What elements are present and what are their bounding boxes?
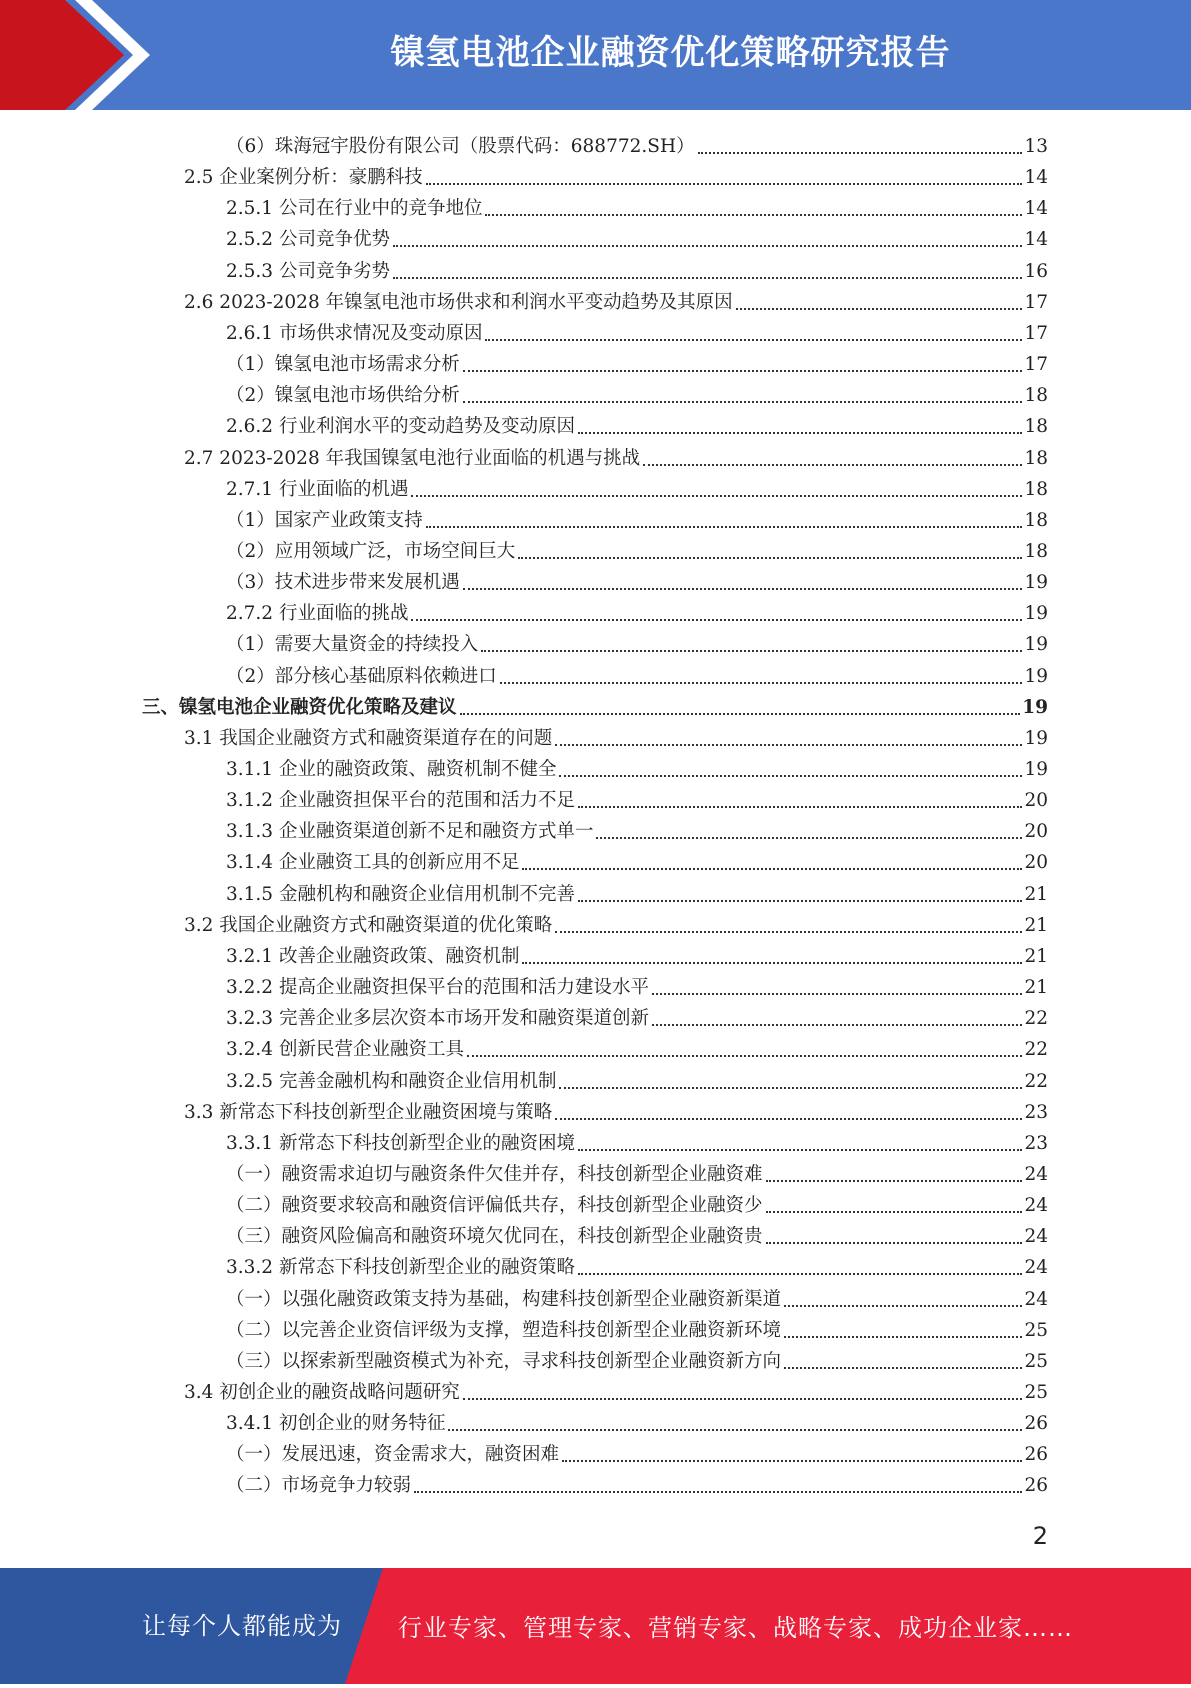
toc-entry-title: （一）融资需求迫切与融资条件欠佳并存，科技创新型企业融资难 bbox=[226, 1163, 763, 1185]
page-number: 2 bbox=[1032, 1522, 1048, 1550]
toc-dot-leader bbox=[522, 868, 1022, 870]
toc-entry-page-number: 18 bbox=[1024, 540, 1048, 562]
toc-entry-page-number: 22 bbox=[1024, 1070, 1048, 1092]
toc-entry[interactable] bbox=[226, 502, 1048, 533]
document-title: 镍氢电池企业融资优化策略研究报告 bbox=[390, 33, 951, 73]
footer-slogan-right: 行业专家、管理专家、营销专家、战略专家、成功企业家…… bbox=[398, 1614, 1073, 1642]
toc-entry[interactable] bbox=[226, 844, 1048, 875]
toc-entry-title: 2.7 2023-2028 年我国镍氢电池行业面临的机遇与挑战 bbox=[184, 447, 641, 469]
toc-dot-leader bbox=[559, 775, 1022, 777]
toc-entry[interactable] bbox=[184, 440, 1048, 471]
toc-entry-page-number: 24 bbox=[1024, 1195, 1048, 1217]
toc-entry[interactable] bbox=[226, 1343, 1048, 1374]
toc-entry-page-number: 19 bbox=[1022, 696, 1048, 718]
toc-dot-leader bbox=[518, 557, 1022, 559]
toc-entry-page-number: 19 bbox=[1024, 727, 1048, 749]
toc-entry-page-number: 26 bbox=[1024, 1413, 1048, 1435]
toc-dot-leader bbox=[578, 806, 1022, 808]
toc-dot-leader bbox=[460, 713, 1021, 715]
toc-entry[interactable] bbox=[226, 1312, 1048, 1343]
page-header bbox=[0, 0, 1191, 110]
toc-entry[interactable] bbox=[226, 751, 1048, 782]
toc-entry-page-number: 24 bbox=[1024, 1288, 1048, 1310]
toc-dot-leader bbox=[578, 432, 1022, 434]
toc-entry[interactable] bbox=[184, 1094, 1048, 1125]
toc-entry-page-number: 13 bbox=[1024, 136, 1048, 157]
toc-dot-leader bbox=[426, 183, 1023, 185]
toc-dot-leader bbox=[485, 339, 1022, 341]
toc-entry-page-number: 18 bbox=[1024, 416, 1048, 438]
toc-entry-title: 3.1.2 企业融资担保平台的范围和活力不足 bbox=[226, 790, 575, 812]
toc-entry[interactable] bbox=[226, 128, 1048, 159]
toc-entry[interactable] bbox=[226, 1000, 1048, 1031]
toc-entry[interactable] bbox=[226, 346, 1048, 377]
toc-dot-leader bbox=[411, 619, 1022, 621]
toc-entry-title: （1）国家产业政策支持 bbox=[226, 509, 423, 531]
toc-entry-title: 2.5.2 公司竞争优势 bbox=[226, 229, 390, 251]
toc-entry-title: 3.1.1 企业的融资政策、融资机制不健全 bbox=[226, 759, 557, 780]
toc-dot-leader bbox=[555, 931, 1022, 933]
toc-entry-page-number: 21 bbox=[1024, 883, 1048, 905]
toc-entry-title: 3.1.3 企业融资渠道创新不足和融资方式单一 bbox=[226, 821, 594, 843]
toc-entry-page-number: 20 bbox=[1024, 821, 1048, 843]
toc-dot-leader bbox=[784, 1305, 1022, 1307]
toc-dot-leader bbox=[766, 1211, 1023, 1213]
toc-entry-title: 2.5.1 公司在行业中的竞争地位 bbox=[226, 198, 483, 220]
toc-dot-leader bbox=[426, 526, 1023, 528]
toc-entry-page-number: 14 bbox=[1024, 198, 1048, 220]
toc-entry[interactable] bbox=[226, 876, 1048, 907]
toc-entry[interactable] bbox=[226, 1187, 1048, 1218]
toc-entry-page-number: 19 bbox=[1024, 665, 1048, 687]
toc-dot-leader bbox=[652, 993, 1022, 995]
toc-entry-title: 3.2.4 创新民营企业融资工具 bbox=[226, 1039, 464, 1061]
toc-entry-title: （一）发展迅速，资金需求大，融资困难 bbox=[226, 1444, 560, 1466]
toc-entry[interactable] bbox=[226, 1281, 1048, 1312]
toc-entry[interactable] bbox=[226, 533, 1048, 564]
toc-entry-page-number: 17 bbox=[1024, 322, 1048, 344]
toc-entry-title: 3.4.1 初创企业的财务特征 bbox=[226, 1413, 446, 1435]
toc-entry-title: 3.3.1 新常态下科技创新型企业的融资困境 bbox=[226, 1132, 575, 1154]
toc-entry-title: 3.1.4 企业融资工具的创新应用不足 bbox=[226, 852, 520, 874]
toc-entry-page-number: 25 bbox=[1024, 1382, 1048, 1403]
toc-dot-leader bbox=[393, 245, 1022, 247]
toc-entry-title: （1）镍氢电池市场需求分析 bbox=[226, 354, 460, 376]
toc-entry-page-number: 17 bbox=[1024, 354, 1048, 376]
toc-entry-title: 2.6.1 市场供求情况及变动原因 bbox=[226, 322, 483, 344]
toc-dot-leader bbox=[448, 1429, 1022, 1431]
toc-entry-page-number: 17 bbox=[1024, 291, 1048, 313]
toc-entry[interactable] bbox=[184, 1374, 1048, 1405]
toc-dot-leader bbox=[463, 1398, 1023, 1400]
toc-dot-leader bbox=[393, 277, 1022, 279]
toc-dot-leader bbox=[736, 308, 1023, 310]
toc-entry-title: （6）珠海冠宇股份有限公司（股票代码：688772.SH） bbox=[226, 136, 695, 157]
toc-dot-leader bbox=[463, 588, 1023, 590]
toc-entry-page-number: 18 bbox=[1024, 447, 1048, 469]
toc-entry-page-number: 24 bbox=[1024, 1226, 1048, 1248]
toc-entry[interactable] bbox=[226, 1156, 1048, 1187]
toc-entry[interactable] bbox=[226, 377, 1048, 408]
toc-entry-title: （2）镍氢电池市场供给分析 bbox=[226, 385, 460, 407]
toc-entry-page-number: 24 bbox=[1024, 1257, 1048, 1279]
toc-dot-leader bbox=[766, 1180, 1023, 1182]
toc-entry-title: 2.6 2023-2028 年镍氢电池市场供求和利润水平变动趋势及其原因 bbox=[184, 291, 733, 313]
toc-entry[interactable] bbox=[226, 938, 1048, 969]
toc-entry[interactable] bbox=[226, 782, 1048, 813]
toc-entry-page-number: 19 bbox=[1024, 603, 1048, 625]
toc-entry-page-number: 23 bbox=[1024, 1101, 1048, 1123]
toc-entry[interactable] bbox=[226, 658, 1048, 689]
toc-entry[interactable] bbox=[226, 1249, 1048, 1280]
toc-entry[interactable] bbox=[226, 408, 1048, 439]
toc-entry[interactable] bbox=[142, 689, 1048, 720]
toc-dot-leader bbox=[578, 900, 1022, 902]
toc-entry[interactable] bbox=[226, 813, 1048, 844]
toc-entry-title: 3.2.1 改善企业融资政策、融资机制 bbox=[226, 945, 520, 967]
toc-dot-leader bbox=[485, 214, 1022, 216]
toc-entry-title: 2.7.1 行业面临的机遇 bbox=[226, 478, 409, 500]
toc-entry-title: 3.2.3 完善企业多层次资本市场开发和融资渠道创新 bbox=[226, 1008, 649, 1030]
toc-entry[interactable] bbox=[226, 1063, 1048, 1094]
toc-dot-leader bbox=[481, 650, 1022, 652]
toc-entry-title: 3.2.5 完善金融机构和融资企业信用机制 bbox=[226, 1070, 557, 1092]
toc-dot-leader bbox=[562, 1460, 1022, 1462]
toc-dot-leader bbox=[463, 370, 1023, 372]
toc-dot-leader bbox=[596, 837, 1022, 839]
toc-entry[interactable] bbox=[226, 564, 1048, 595]
toc-entry-page-number: 21 bbox=[1024, 977, 1048, 999]
toc-entry-page-number: 21 bbox=[1024, 945, 1048, 967]
header-red-arrow-graphic bbox=[0, 0, 150, 110]
toc-dot-leader bbox=[559, 1087, 1022, 1089]
toc-entry[interactable] bbox=[184, 907, 1048, 938]
toc-entry-page-number: 18 bbox=[1024, 478, 1048, 500]
toc-entry[interactable] bbox=[226, 595, 1048, 626]
toc-entry-title: 3.2 我国企业融资方式和融资渠道的优化策略 bbox=[184, 914, 553, 936]
toc-dot-leader bbox=[578, 1149, 1022, 1151]
toc-entry-page-number: 22 bbox=[1024, 1039, 1048, 1061]
toc-entry[interactable] bbox=[184, 159, 1048, 190]
toc-entry-page-number: 26 bbox=[1024, 1444, 1048, 1466]
toc-dot-leader bbox=[500, 682, 1023, 684]
toc-entry-page-number: 22 bbox=[1024, 1008, 1048, 1030]
toc-dot-leader bbox=[414, 1491, 1022, 1493]
toc-entry-title: 3.4 初创企业的融资战略问题研究 bbox=[184, 1382, 460, 1403]
toc-entry-title: （三）融资风险偏高和融资环境欠优同在，科技创新型企业融资贵 bbox=[226, 1226, 763, 1248]
toc-entry-title: （三）以探索新型融资模式为补充，寻求科技创新型企业融资新方向 bbox=[226, 1350, 782, 1372]
toc-entry-title: 2.5.3 公司竞争劣势 bbox=[226, 260, 390, 282]
toc-entry-page-number: 25 bbox=[1024, 1350, 1048, 1372]
toc-dot-leader bbox=[411, 495, 1022, 497]
toc-entry-page-number: 23 bbox=[1024, 1132, 1048, 1154]
toc-entry[interactable] bbox=[226, 1467, 1048, 1498]
toc-entry-page-number: 14 bbox=[1024, 167, 1048, 189]
toc-entry-page-number: 20 bbox=[1024, 852, 1048, 874]
toc-dot-leader bbox=[652, 1024, 1022, 1026]
toc-entry-title: 3.3.2 新常态下科技创新型企业的融资策略 bbox=[226, 1257, 575, 1279]
toc-entry[interactable] bbox=[226, 253, 1048, 284]
toc-entry-title: 2.5 企业案例分析：豪鹏科技 bbox=[184, 167, 423, 189]
toc-entry-title: （3）技术进步带来发展机遇 bbox=[226, 572, 460, 594]
toc-entry-title: 3.3 新常态下科技创新型企业融资困境与策略 bbox=[184, 1101, 553, 1123]
toc-dot-leader bbox=[578, 1273, 1022, 1275]
toc-entry[interactable] bbox=[184, 284, 1048, 315]
toc-dot-leader bbox=[784, 1336, 1022, 1338]
toc-entry-title: 2.7.2 行业面临的挑战 bbox=[226, 603, 409, 625]
toc-entry-page-number: 18 bbox=[1024, 509, 1048, 531]
toc-entry-title: 3.2.2 提高企业融资担保平台的范围和活力建设水平 bbox=[226, 977, 649, 999]
toc-entry[interactable] bbox=[226, 1405, 1048, 1436]
toc-entry[interactable] bbox=[184, 720, 1048, 751]
toc-entry-page-number: 19 bbox=[1024, 572, 1048, 594]
toc-entry-page-number: 18 bbox=[1024, 385, 1048, 407]
page-footer bbox=[0, 1568, 1191, 1684]
toc-entry-page-number: 25 bbox=[1024, 1319, 1048, 1341]
toc-entry[interactable] bbox=[226, 1125, 1048, 1156]
toc-entry[interactable] bbox=[226, 190, 1048, 221]
toc-entry[interactable] bbox=[226, 969, 1048, 1000]
toc-entry[interactable] bbox=[226, 221, 1048, 252]
toc-entry-page-number: 16 bbox=[1024, 260, 1048, 282]
toc-entry[interactable] bbox=[226, 315, 1048, 346]
toc-dot-leader bbox=[463, 401, 1023, 403]
toc-entry-title: 3.1.5 金融机构和融资企业信用机制不完善 bbox=[226, 883, 575, 905]
toc-entry-title: （2）应用领域广泛，市场空间巨大 bbox=[226, 540, 516, 562]
toc-entry-title: 2.6.2 行业利润水平的变动趋势及变动原因 bbox=[226, 416, 575, 438]
footer-slogan-left: 让每个人都能成为 bbox=[142, 1612, 342, 1640]
toc-entry-page-number: 21 bbox=[1024, 914, 1048, 936]
toc-entry[interactable] bbox=[226, 626, 1048, 657]
toc-entry[interactable] bbox=[226, 471, 1048, 502]
toc-dot-leader bbox=[522, 962, 1022, 964]
toc-entry-title: （2）部分核心基础原料依赖进口 bbox=[226, 665, 497, 687]
toc-entry-title: （1）需要大量资金的持续投入 bbox=[226, 634, 479, 656]
toc-entry-title: （二）市场竞争力较弱 bbox=[226, 1475, 412, 1497]
toc-entry-title: 三、镍氢电池企业融资优化策略及建议 bbox=[142, 696, 457, 718]
toc-entry-title: （二）以完善企业资信评级为支撑，塑造科技创新型企业融资新环境 bbox=[226, 1319, 782, 1341]
toc-dot-leader bbox=[555, 744, 1022, 746]
toc-entry-page-number: 20 bbox=[1024, 790, 1048, 812]
toc-entry[interactable] bbox=[226, 1436, 1048, 1467]
toc-entry-page-number: 24 bbox=[1024, 1163, 1048, 1185]
toc-entry-title: 3.1 我国企业融资方式和融资渠道存在的问题 bbox=[184, 727, 553, 749]
toc-entry-page-number: 19 bbox=[1024, 759, 1048, 780]
toc-entry-page-number: 26 bbox=[1024, 1475, 1048, 1497]
toc-entry-title: （二）融资要求较高和融资信评偏低共存，科技创新型企业融资少 bbox=[226, 1195, 763, 1217]
toc-dot-leader bbox=[467, 1055, 1022, 1057]
toc-dot-leader bbox=[784, 1367, 1022, 1369]
toc-entry-page-number: 14 bbox=[1024, 229, 1048, 251]
toc-dot-leader bbox=[766, 1242, 1023, 1244]
toc-dot-leader bbox=[698, 152, 1023, 154]
toc-entry[interactable] bbox=[226, 1031, 1048, 1062]
toc-dot-leader bbox=[555, 1118, 1022, 1120]
toc-entry-page-number: 19 bbox=[1024, 634, 1048, 656]
toc-entry[interactable] bbox=[226, 1218, 1048, 1249]
toc-entry-title: （一）以强化融资政策支持为基础，构建科技创新型企业融资新渠道 bbox=[226, 1288, 782, 1310]
toc-dot-leader bbox=[643, 464, 1022, 466]
